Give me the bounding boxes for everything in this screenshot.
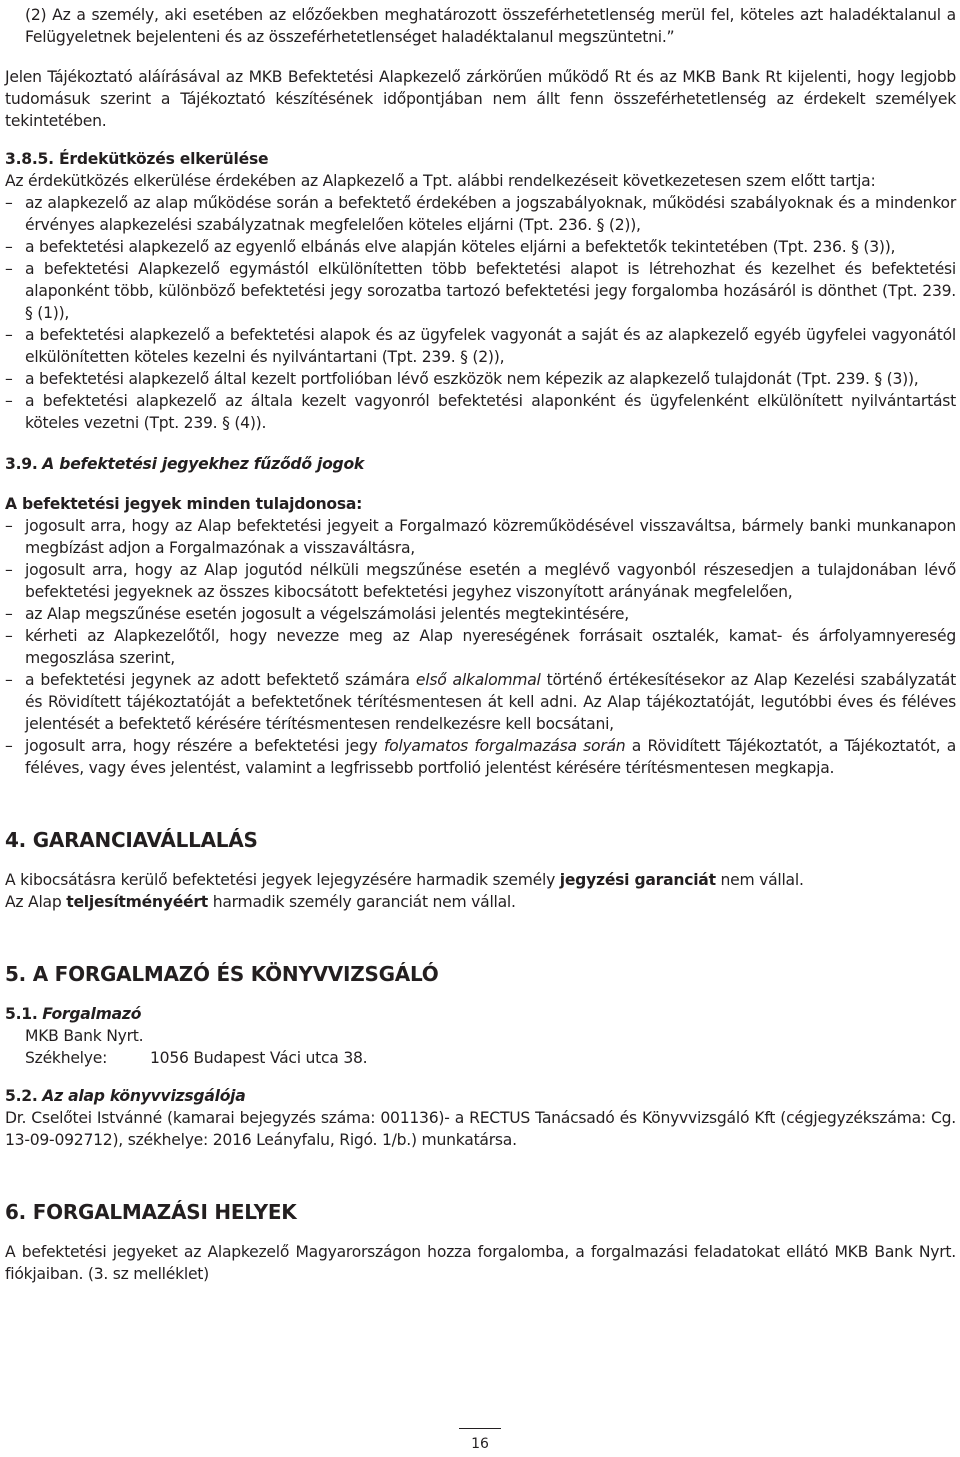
paragraph-guarantee-1: A kibocsátásra kerülő befektetési jegyek lejegyzésére harmadik személy jegyzési garanciát nem vállal. <box>5 871 804 889</box>
paragraph-auditor: Dr. Cselőtei Istvánné (kamarai bejegyzés száma: 001136)- a RECTUS Tanácsadó és Könyvvizsgáló Kft (cégjegyzékszáma: Cg. 13-09-092712), székhelye: 2016 Leányfalu, Rigó. 1/b.) munkatársa. <box>5 1109 956 1149</box>
page-number-rule <box>459 1428 501 1429</box>
list-item: – az Alap megszűnése esetén jogosult a végelszámolási jelentés megtekintésére, <box>5 603 956 625</box>
heading-5-2: 5.2. Az alap könyvvizsgálója <box>5 1087 246 1105</box>
heading-6: 6. FORGALMAZÁSI HELYEK <box>5 1200 297 1224</box>
paragraph-guarantee-2: Az Alap teljesítményéért harmadik személy garanciát nem vállal. <box>5 893 516 911</box>
list-item: – jogosult arra, hogy az Alap befektetési jegyeit a Forgalmazó közreműködésével visszaváltsa, bármely banki munkanapon megbízást adjon a Forgalmazónak a visszaváltásra, <box>5 515 956 559</box>
list-item: – kérheti az Alapkezelőtől, hogy nevezze meg az Alap nyereségének forrásait osztalék, kamat- és árfolyamnyereség megoszlása szerint, <box>5 625 956 669</box>
heading-5: 5. A FORGALMAZÓ ÉS KÖNYVVIZSGÁLÓ <box>5 962 439 986</box>
list-item: – a befektetési Alapkezelő egymástól elkülönítetten több befektetési alapot is létrehozhat és kezelhet és befektetési alaponként több, különböző befektetési jegy sorozatba tartozó befektetési jegy forgalomba hozásáról is dönthet (Tpt. 239. § (1)), <box>5 258 956 324</box>
list-item: – a befektetési alapkezelő által kezelt portfolióban lévő eszközök nem képezik az alapkezelő tulajdonát (Tpt. 239. § (3)), <box>5 368 956 390</box>
holder-rights-list <box>5 515 956 779</box>
section-number: 3.9. <box>5 455 38 473</box>
paragraph-conflict-lead: Az érdekütközés elkerülése érdekében az Alapkezelő a Tpt. alábbi rendelkezéseit következetesen szem előtt tartja: <box>5 172 876 190</box>
list-item: – jogosult arra, hogy az Alap jogutód nélküli megszűnése esetén a meglévő vagyonból részesedjen a tulajdonában lévő befektetési jegyeknek az összes kibocsátott befektetési jegyhez viszonyított arányának megfelelően, <box>5 559 956 603</box>
list-item: – jogosult arra, hogy részére a befektetési jegy folyamatos forgalmazása során a Rövidített Tájékoztatót, a Tájékoztatót, a féléves, vagy éves jelentést, valamint a legfrissebb portfolió jelentést kérésére térítésmentesen megkapja. <box>5 735 956 779</box>
page-number: 16 <box>471 1436 489 1452</box>
paragraph-conflict-report: (2) Az a személy, aki esetében az előzőekben meghatározott összeférhetetlenség merül fel, köteles azt haladéktalanul a Felügyeletnek bejelenteni és az összeférhetetlenséget haladéktalanul megszüntetni.” <box>25 6 956 46</box>
heading-5-1: 5.1. Forgalmazó <box>5 1005 142 1023</box>
list-item: – a befektetési alapkezelő a befektetési alapok és az ügyfelek vagyonát a saját és az alapkezelő egyéb ügyfelei vagyonától elkülönítetten köteles kezelni és nyilvántartani (Tpt. 239. § (2)), <box>5 324 956 368</box>
list-item: – a befektetési alapkezelő az egyenlő elbánás elve alapján köteles eljárni a befektetők tekintetében (Tpt. 236. § (3)), <box>5 236 956 258</box>
list-item: – a befektetési alapkezelő az általa kezelt vagyonról befektetési alaponként és ügyfelenként elkülönített nyilvántartást köteles vezetni (Tpt. 239. § (4)). <box>5 390 956 434</box>
paragraph-declaration: Jelen Tájékoztató aláírásával az MKB Befektetési Alapkezelő zárkörűen működő Rt és az MKB Bank Rt kijelenti, hogy legjobb tudomásuk szerint a Tájékoztató készítésének időpontjában nem állt fenn összeférhetetlenség az érdekelt személyek tekintetében. <box>5 68 956 130</box>
conflict-rules-list <box>5 192 956 434</box>
section-title: A befektetési jegyekhez fűződő jogok <box>42 455 365 473</box>
heading-3-9 <box>5 453 956 475</box>
subheading-holders: A befektetési jegyek minden tulajdonosa: <box>5 495 363 513</box>
paragraph-distribution: A befektetési jegyeket az Alapkezelő Magyarországon hozza forgalomba, a forgalmazási feladatokat ellátó MKB Bank Nyrt. fiókjaiban. (3. sz melléklet) <box>5 1243 956 1283</box>
distributor-name: MKB Bank Nyrt. <box>25 1027 144 1045</box>
list-item: – a befektetési jegynek az adott befektető számára első alkalommal történő értékesítésekor az Alap Kezelési szabályzatát és Rövidített tájékoztatóját a befektetőnek térítésmentesen át kell adni. Az Alap tájékoztatóját, legutóbbi éves és féléves jelentését a befektető kérésére térítésmentesen rendelkezésre kell bocsátani, <box>5 669 956 735</box>
heading-4: 4. GARANCIAVÁLLALÁS <box>5 828 258 852</box>
heading-3-8-5: 3.8.5. Érdekütközés elkerülése <box>5 150 269 168</box>
document-page <box>5 4 956 1285</box>
list-item: – az alapkezelő az alap működése során a befektető érdekében a jogszabályoknak, működési szabályoknak és a mindenkor érvényes alapkezelési szabályzatnak megfelelően köteles eljárni (Tpt. 236. § (2)), <box>5 192 956 236</box>
distributor-seat: Székhelye: 1056 Budapest Váci utca 38. <box>25 1049 368 1067</box>
